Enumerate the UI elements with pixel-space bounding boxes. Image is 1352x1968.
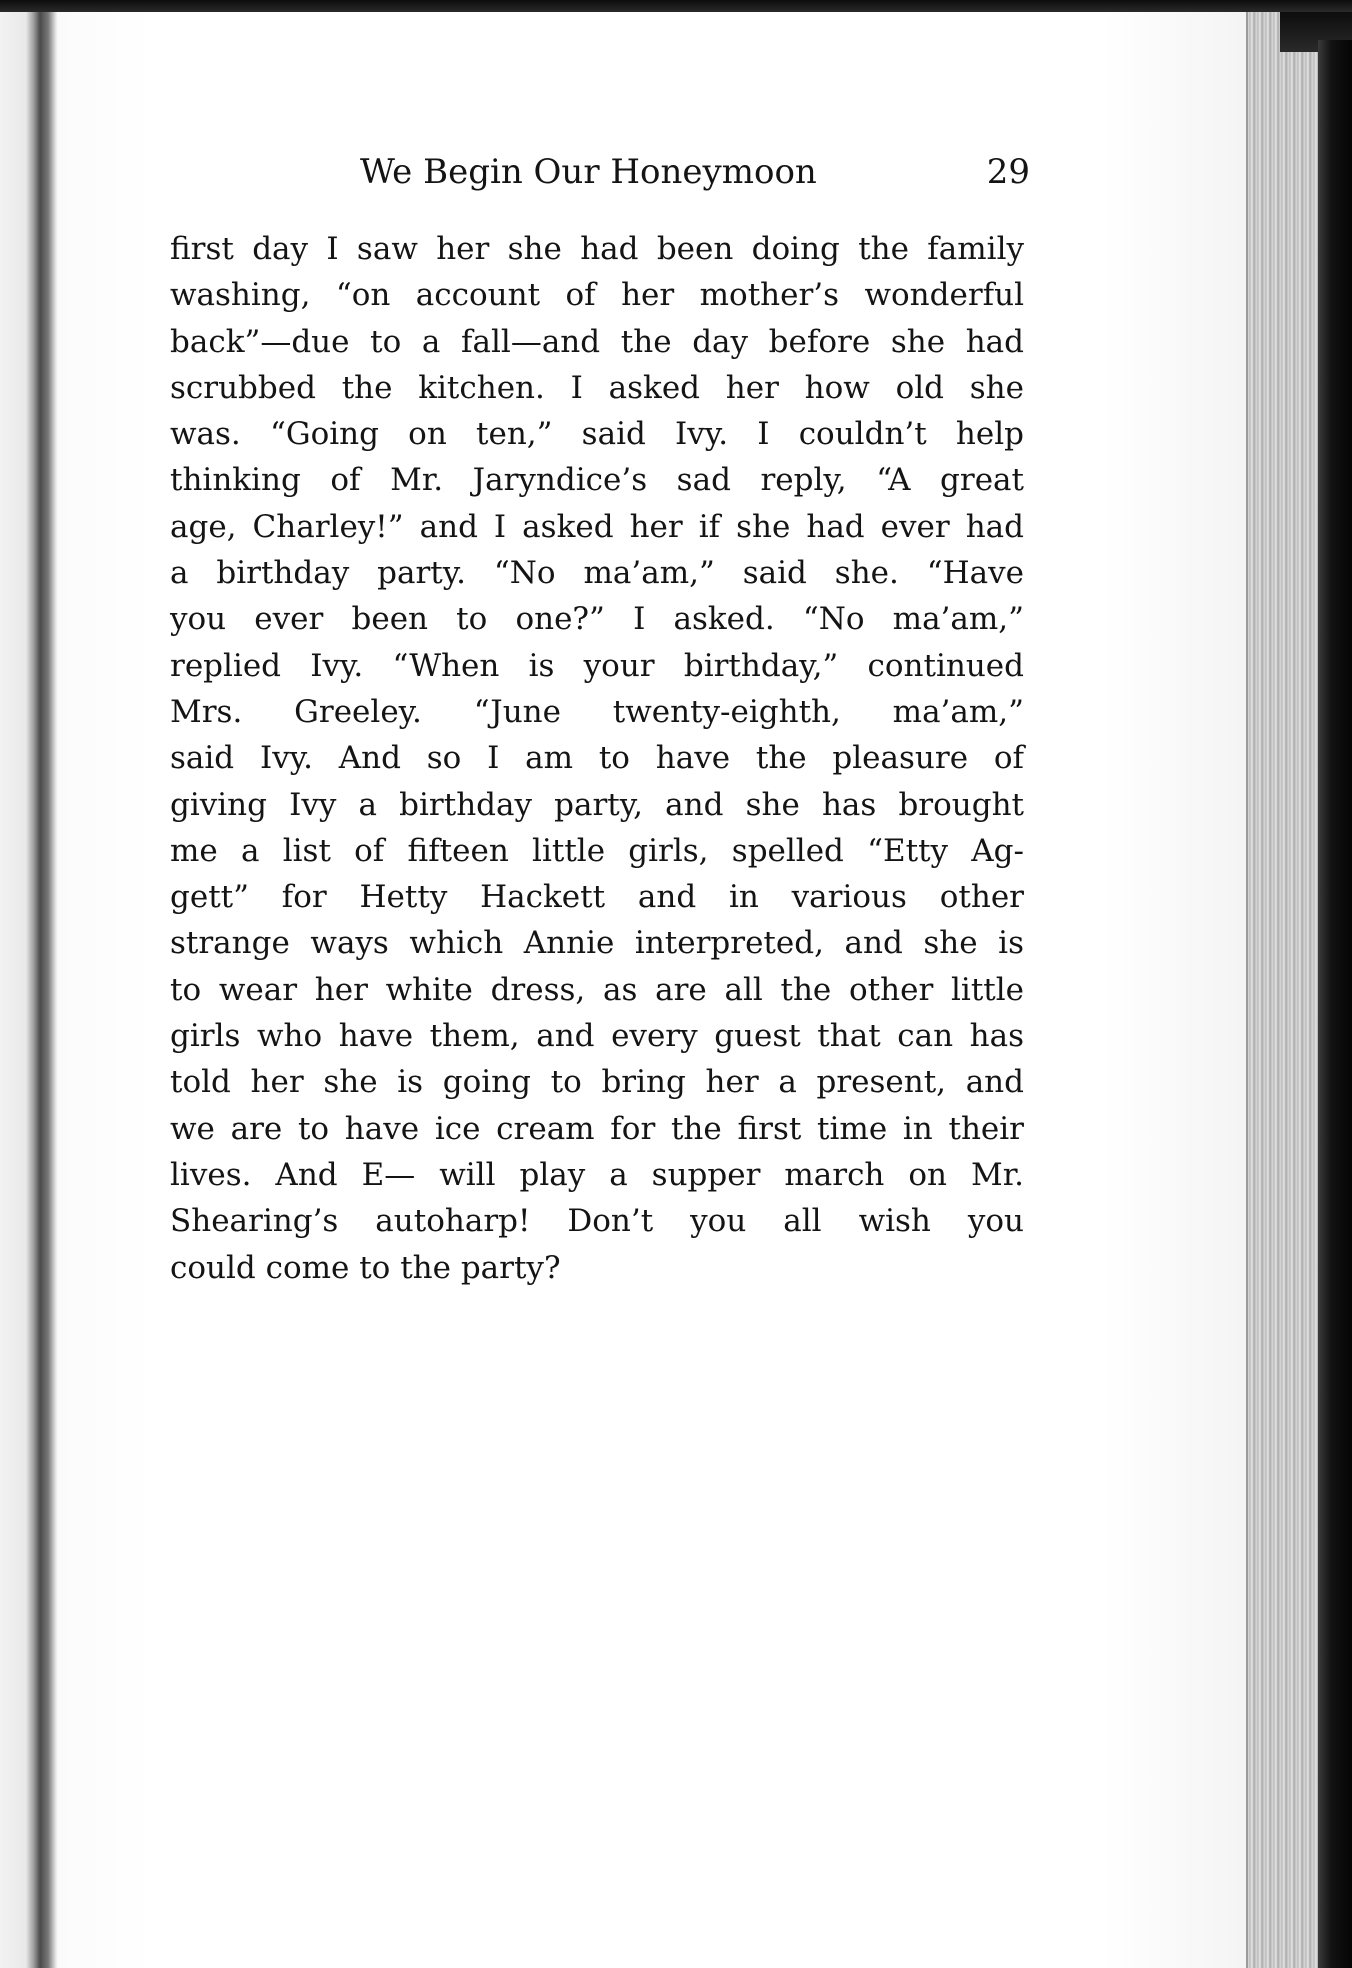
- text-line: Shearing’s autoharp! Don’t you all wish you: [170, 1203, 1024, 1240]
- text-line: age, Charley!” and I asked her if she had ever had: [170, 508, 1024, 545]
- text-line: washing, “on account of her mother’s wonderful: [170, 277, 1024, 314]
- text-line: gett” for Hetty Hackett and in various other: [170, 879, 1024, 916]
- text-line: strange ways which Annie interpreted, and she is: [170, 925, 1024, 962]
- text-line: replied Ivy. “When is your birthday,” continued: [170, 647, 1024, 684]
- text-line: back”—due to a fall—and the day before she had: [170, 323, 1024, 360]
- running-head: [360, 152, 1030, 200]
- text-line: lives. And E— will play a supper march on Mr.: [170, 1156, 1024, 1193]
- text-line: told her she is going to bring her a present, and: [170, 1064, 1024, 1101]
- text-line: was. “Going on ten,” said Ivy. I couldn’t help: [170, 416, 1024, 453]
- text-line: me a list of fifteen little girls, spelled “Etty Ag-: [170, 832, 1024, 869]
- text-line: giving Ivy a birthday party, and she has brought: [170, 786, 1024, 823]
- text-line: Mrs. Greeley. “June twenty-eighth, ma’am,”: [170, 693, 1024, 730]
- text-line: we are to have ice cream for the first time in their: [170, 1110, 1024, 1147]
- book-gutter: [0, 12, 58, 1968]
- running-head-title: We Begin Our Honeymoon: [360, 152, 817, 192]
- text-line: to wear her white dress, as are all the other little: [170, 971, 1024, 1008]
- text-line: scrubbed the kitchen. I asked her how old she: [170, 369, 1024, 406]
- text-line: a birthday party. “No ma’am,” said she. “Have: [170, 555, 1024, 592]
- text-line: thinking of Mr. Jaryndice’s sad reply, “A great: [170, 462, 1024, 499]
- scan-top-border: [0, 0, 1352, 12]
- text-line: girls who have them, and every guest that can has: [170, 1018, 1024, 1055]
- body-text: [170, 226, 1024, 1291]
- text-line: said Ivy. And so I am to have the pleasure of: [170, 740, 1024, 777]
- page-number: 29: [986, 152, 1030, 192]
- text-line: first day I saw her she had been doing the family: [170, 231, 1024, 267]
- text-line: you ever been to one?” I asked. “No ma’am,”: [170, 601, 1024, 638]
- book-cover-edge: [1318, 40, 1352, 1968]
- page-fore-edge: [1246, 12, 1320, 1968]
- text-line: could come to the party?: [170, 1249, 561, 1286]
